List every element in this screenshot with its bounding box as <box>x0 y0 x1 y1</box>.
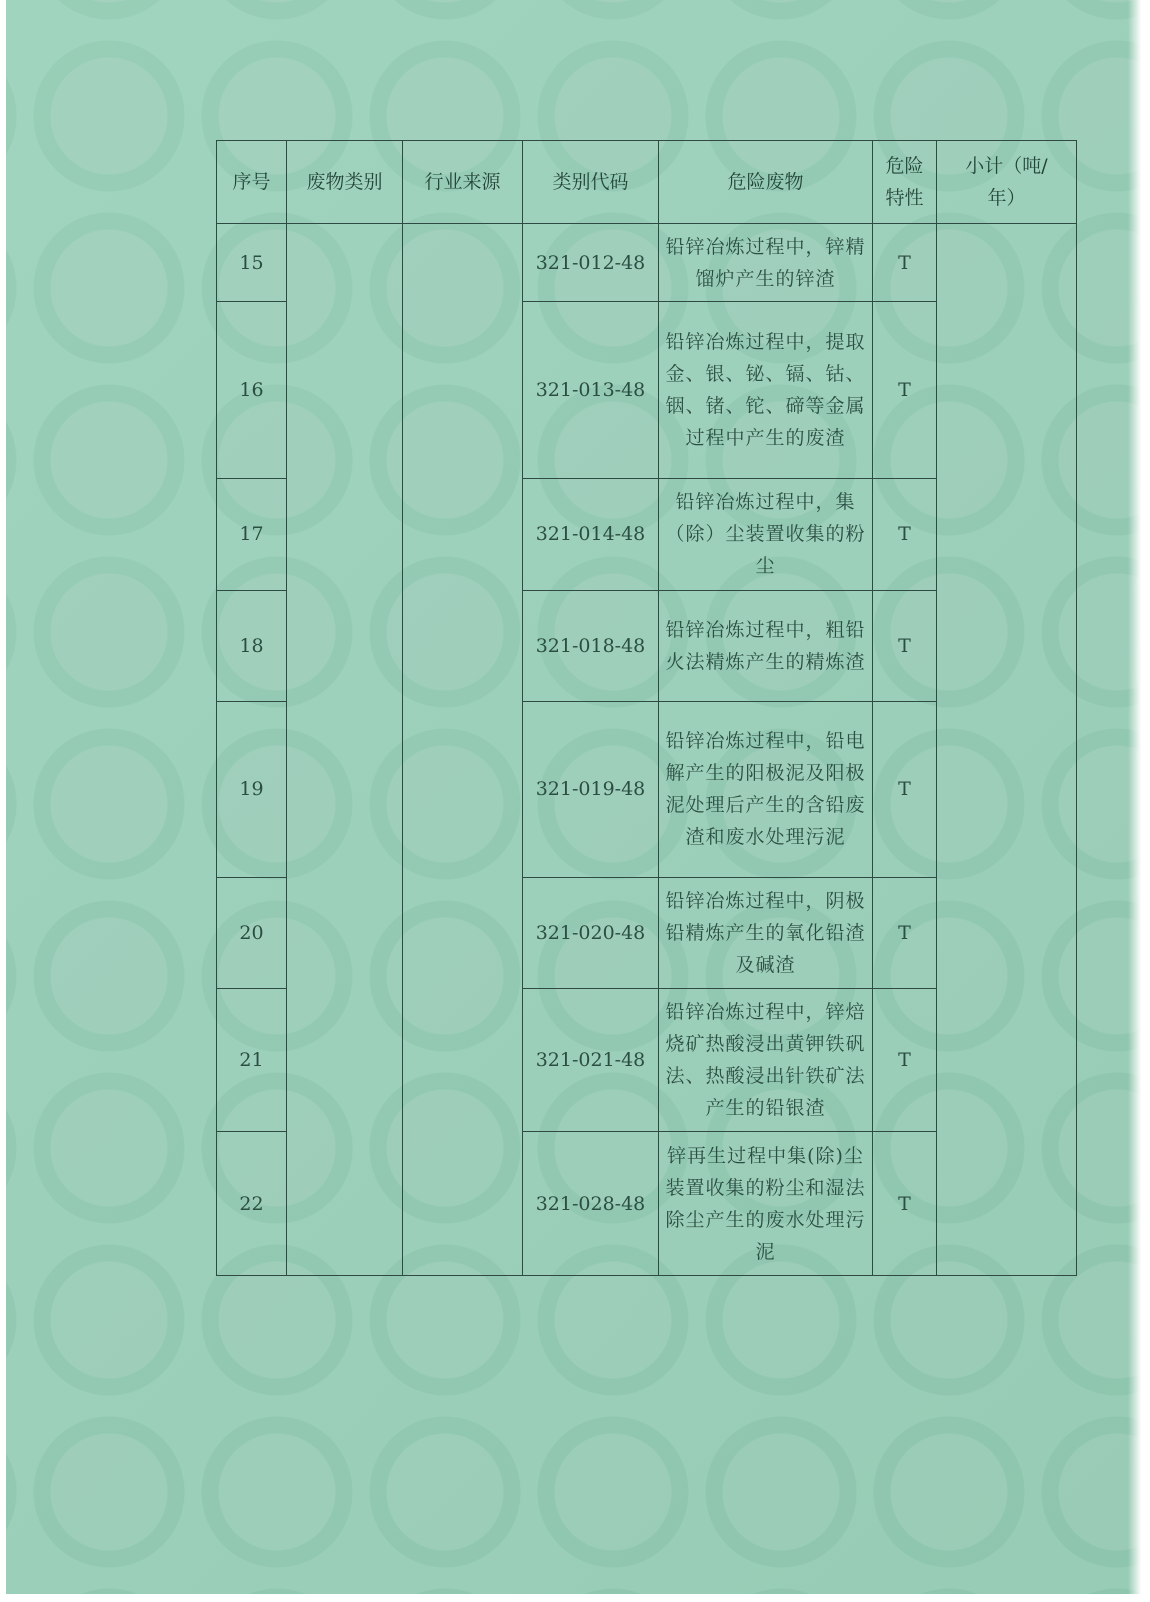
row-seq: 18 <box>217 590 287 701</box>
row-waste: 铅锌冶炼过程中，铅电解产生的阳极泥及阳极泥处理后产生的含铅废渣和废水处理污泥 <box>659 701 873 877</box>
row-hazard: T <box>873 701 937 877</box>
row-waste: 铅锌冶炼过程中，锌精馏炉产生的锌渣 <box>659 224 873 302</box>
row-hazard: T <box>873 877 937 988</box>
header-seq: 序号 <box>217 141 287 224</box>
header-category: 废物类别 <box>287 141 403 224</box>
header-hazard: 危险特性 <box>873 141 937 224</box>
header-industry: 行业来源 <box>403 141 523 224</box>
hazardous-waste-table <box>216 140 1077 1276</box>
row-seq: 17 <box>217 478 287 590</box>
row-code: 321-028-48 <box>523 1132 659 1276</box>
scan-edge-right <box>1128 0 1150 1602</box>
row-code: 321-021-48 <box>523 988 659 1132</box>
table-header-row <box>217 141 1077 224</box>
row-hazard: T <box>873 478 937 590</box>
row-waste: 铅锌冶炼过程中，提取金、银、铋、镉、钴、铟、锗、铊、碲等金属过程中产生的废渣 <box>659 302 873 478</box>
table-row <box>217 224 1077 302</box>
row-seq: 22 <box>217 1132 287 1276</box>
row-code: 321-013-48 <box>523 302 659 478</box>
row-code: 321-020-48 <box>523 877 659 988</box>
row-code: 321-012-48 <box>523 224 659 302</box>
scan-edge-left <box>0 0 6 1602</box>
header-subtotal: 小计（吨/年） <box>937 141 1077 224</box>
row-hazard: T <box>873 988 937 1132</box>
header-code: 类别代码 <box>523 141 659 224</box>
row-waste: 铅锌冶炼过程中，集（除）尘装置收集的粉尘 <box>659 478 873 590</box>
row-waste: 铅锌冶炼过程中，阴极铅精炼产生的氧化铅渣及碱渣 <box>659 877 873 988</box>
row-seq: 16 <box>217 302 287 478</box>
subtotal-cell <box>937 224 1077 1276</box>
row-seq: 20 <box>217 877 287 988</box>
row-hazard: T <box>873 590 937 701</box>
scan-edge-bottom <box>0 1594 1150 1602</box>
row-waste: 铅锌冶炼过程中，锌焙烧矿热酸浸出黄钾铁矾法、热酸浸出针铁矿法产生的铅银渣 <box>659 988 873 1132</box>
row-seq: 15 <box>217 224 287 302</box>
header-waste: 危险废物 <box>659 141 873 224</box>
row-hazard: T <box>873 224 937 302</box>
row-waste: 铅锌冶炼过程中，粗铅火法精炼产生的精炼渣 <box>659 590 873 701</box>
row-seq: 19 <box>217 701 287 877</box>
category-cell <box>287 224 403 1276</box>
row-code: 321-014-48 <box>523 478 659 590</box>
row-hazard: T <box>873 302 937 478</box>
row-code: 321-019-48 <box>523 701 659 877</box>
row-seq: 21 <box>217 988 287 1132</box>
row-code: 321-018-48 <box>523 590 659 701</box>
row-waste: 锌再生过程中集(除)尘装置收集的粉尘和湿法除尘产生的废水处理污泥 <box>659 1132 873 1276</box>
row-hazard: T <box>873 1132 937 1276</box>
industry-cell <box>403 224 523 1276</box>
